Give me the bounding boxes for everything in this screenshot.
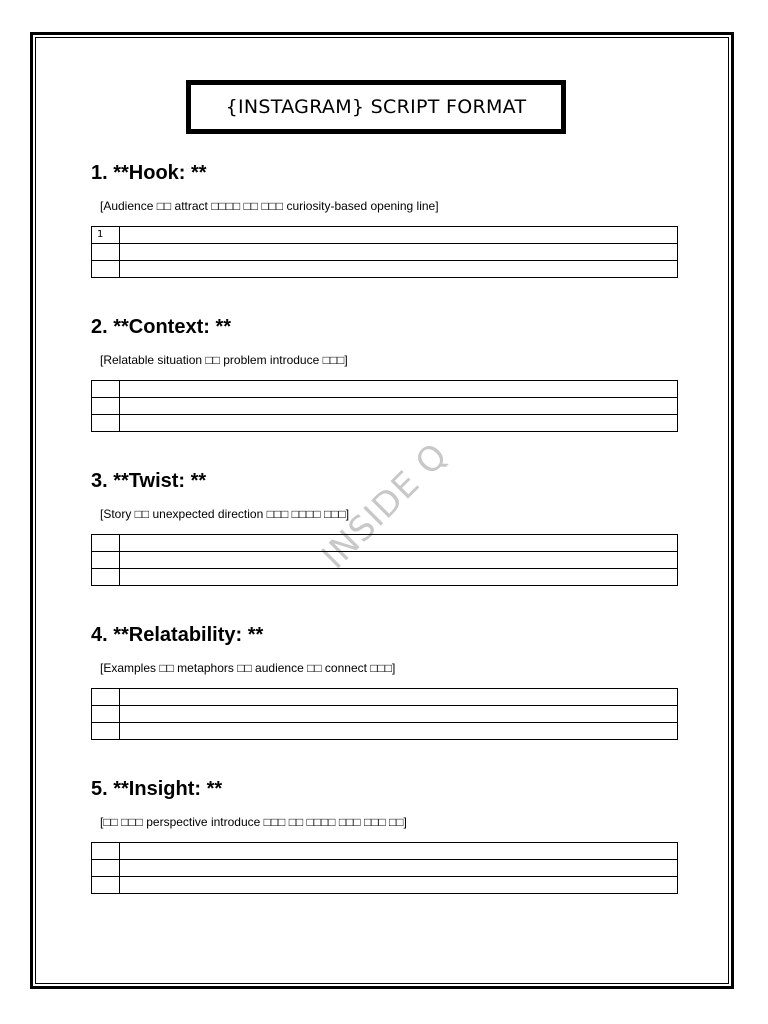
row-content-cell[interactable] (120, 843, 678, 860)
section-heading: 1. **Hook: ** (91, 162, 207, 184)
row-content-cell[interactable] (120, 227, 678, 244)
table-row (92, 415, 678, 432)
section-table (91, 380, 678, 432)
row-number-cell[interactable] (92, 415, 120, 432)
row-number-cell[interactable] (92, 261, 120, 278)
section-hook (91, 161, 679, 278)
section-relatability (91, 623, 679, 740)
row-content-cell[interactable] (120, 244, 678, 261)
table-row (92, 860, 678, 877)
watermark-text: INSIDE Q (314, 435, 456, 577)
row-number-cell[interactable] (92, 569, 120, 586)
table-row (92, 843, 678, 860)
section-description: [Relatable situation □□ problem introduce □□□] (100, 353, 348, 367)
row-number-cell[interactable] (92, 723, 120, 740)
row-content-cell[interactable] (120, 398, 678, 415)
row-number-cell[interactable] (92, 244, 120, 261)
table-row (92, 723, 678, 740)
section-insight (91, 777, 679, 894)
section-table (91, 226, 678, 278)
section-description: [Examples □□ metaphors □□ audience □□ connect □□□] (100, 661, 396, 675)
section-heading: 3. **Twist: ** (91, 470, 207, 492)
section-description: [Audience □□ attract □□□□ □□ □□□ curiosity-based opening line] (100, 199, 439, 213)
table-row (92, 244, 678, 261)
section-heading: 5. **Insight: ** (91, 778, 223, 800)
row-content-cell[interactable] (120, 261, 678, 278)
document-title-box (186, 80, 566, 134)
row-number-cell[interactable] (92, 535, 120, 552)
section-description: [□□ □□□ perspective introduce □□□ □□ □□□□ □□□ □□□ □□] (100, 815, 407, 829)
table-row (92, 689, 678, 706)
row-number-cell[interactable] (92, 398, 120, 415)
table-row (92, 877, 678, 894)
row-number-cell[interactable] (92, 706, 120, 723)
row-content-cell[interactable] (120, 569, 678, 586)
row-number-cell[interactable] (92, 552, 120, 569)
table-row (92, 706, 678, 723)
row-number-cell[interactable] (92, 689, 120, 706)
row-content-cell[interactable] (120, 689, 678, 706)
table-row (92, 535, 678, 552)
row-content-cell[interactable] (120, 877, 678, 894)
section-twist (91, 469, 679, 586)
row-number-cell[interactable] (92, 843, 120, 860)
section-table (91, 688, 678, 740)
section-context (91, 315, 679, 432)
document-title: {INSTAGRAM} SCRIPT FORMAT (225, 96, 527, 118)
row-content-cell[interactable] (120, 706, 678, 723)
row-number-cell[interactable] (92, 381, 120, 398)
table-row (92, 569, 678, 586)
row-content-cell[interactable] (120, 381, 678, 398)
table-row (92, 381, 678, 398)
table-row (92, 227, 678, 244)
section-heading: 2. **Context: ** (91, 316, 232, 338)
row-content-cell[interactable] (120, 552, 678, 569)
section-table (91, 842, 678, 894)
section-description: [Story □□ unexpected direction □□□ □□□□ □□□] (100, 507, 350, 521)
row-content-cell[interactable] (120, 535, 678, 552)
section-heading: 4. **Relatability: ** (91, 624, 264, 646)
table-row (92, 552, 678, 569)
row-number-cell[interactable] (92, 877, 120, 894)
table-row (92, 398, 678, 415)
row-number-cell[interactable] (92, 860, 120, 877)
table-row (92, 261, 678, 278)
row-content-cell[interactable] (120, 723, 678, 740)
row-content-cell[interactable] (120, 860, 678, 877)
row-content-cell[interactable] (120, 415, 678, 432)
section-table (91, 534, 678, 586)
row-number-cell[interactable]: 1 (92, 227, 120, 244)
